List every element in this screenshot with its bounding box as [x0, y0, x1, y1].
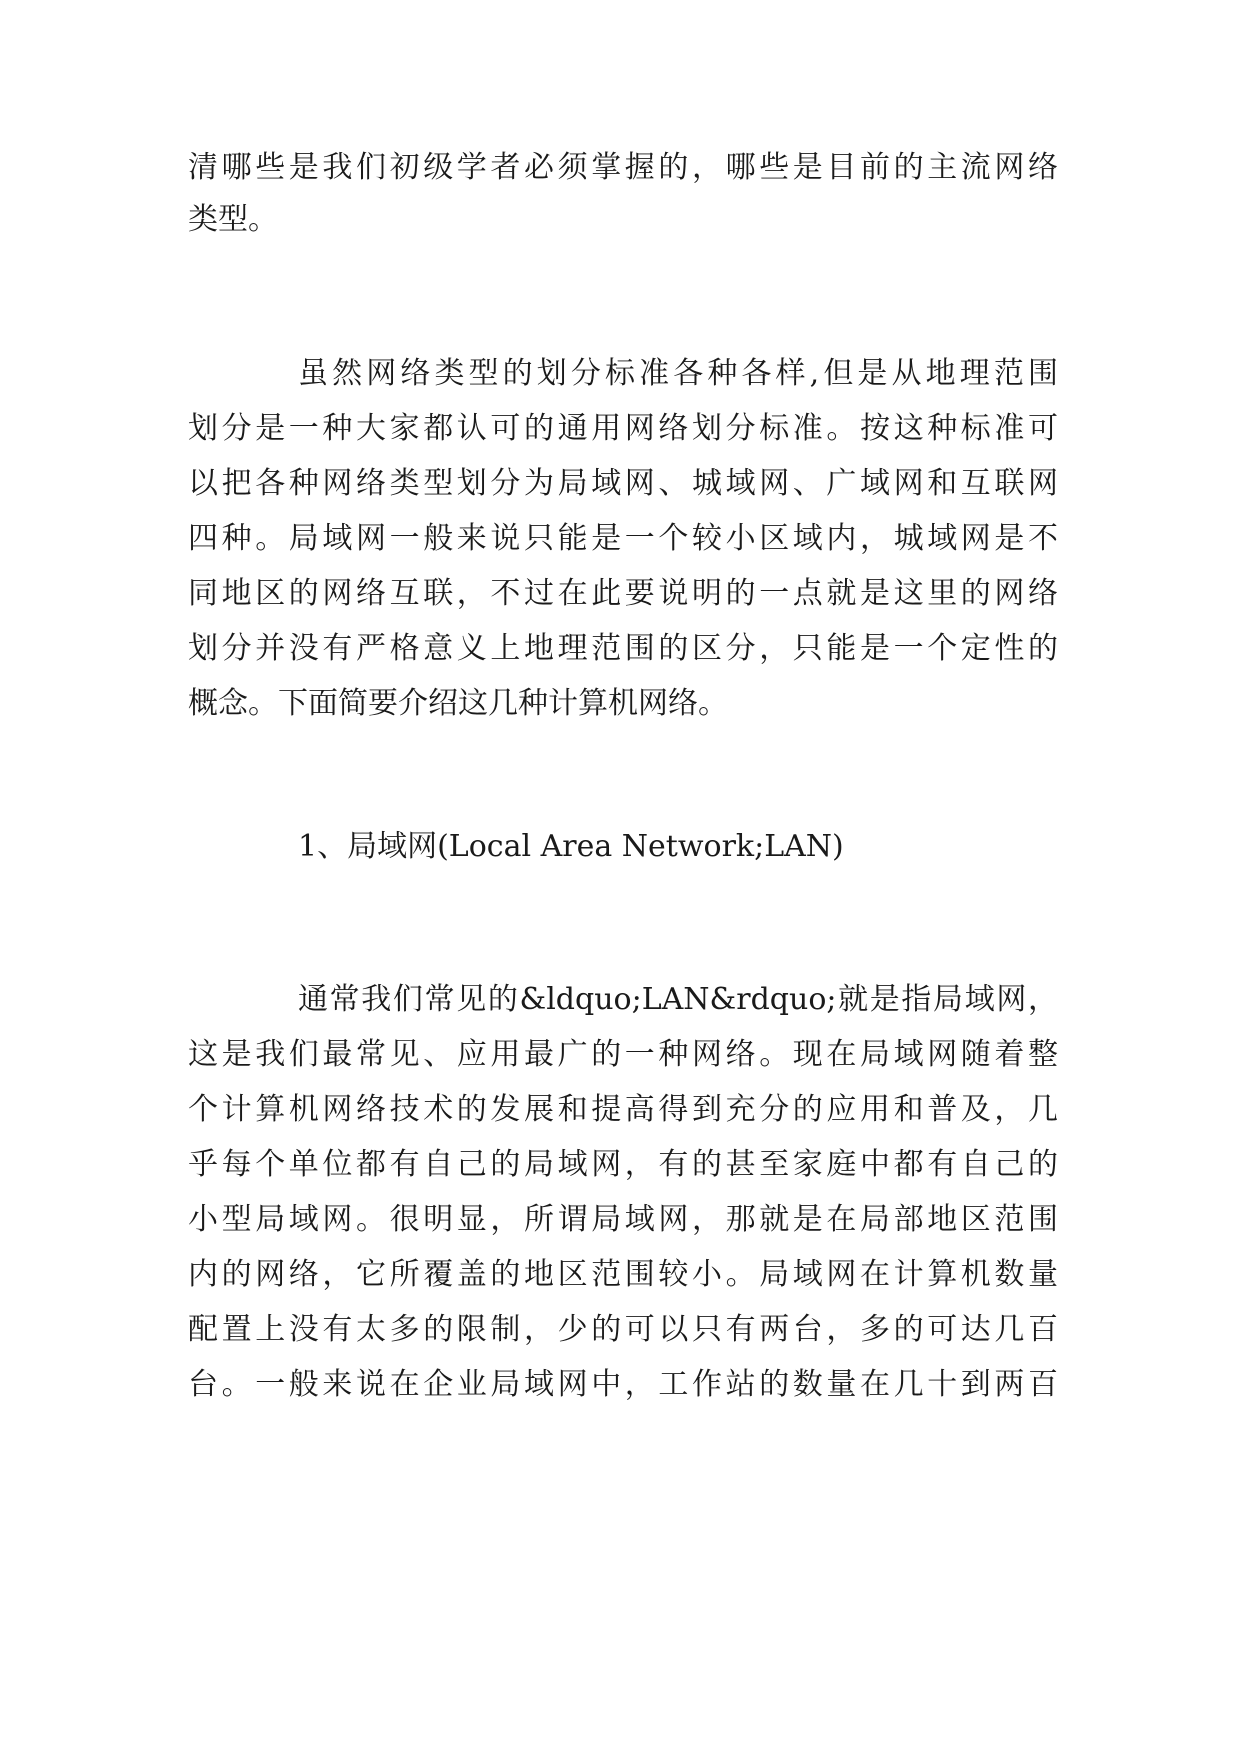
paragraph-3-line-7: 配置上没有太多的限制，少的可以只有两台，多的可达几百 — [188, 1312, 1058, 1347]
paragraph-2-line-7: 概念。下面简要介绍这几种计算机网络。 — [188, 686, 728, 721]
paragraph-1-line-1: 清哪些是我们初级学者必须掌握的，哪些是目前的主流网络 — [188, 150, 1058, 185]
paragraph-2-line-1: 虽然网络类型的划分标准各种各样,但是从地理范围 — [298, 356, 1058, 391]
paragraph-3-line-5: 小型局域网。很明显，所谓局域网，那就是在局部地区范围 — [188, 1202, 1058, 1237]
paragraph-3-line-3: 个计算机网络技术的发展和提高得到充分的应用和普及，几 — [188, 1092, 1058, 1127]
paragraph-3-line-4: 乎每个单位都有自己的局域网，有的甚至家庭中都有自己的 — [188, 1147, 1058, 1182]
paragraph-3-line-8: 台。一般来说在企业局域网中，工作站的数量在几十到两百 — [188, 1367, 1058, 1402]
paragraph-2-line-5: 同地区的网络互联，不过在此要说明的一点就是这里的网络 — [188, 576, 1058, 611]
paragraph-3-line-2: 这是我们最常见、应用最广的一种网络。现在局域网随着整 — [188, 1037, 1058, 1072]
paragraph-3-line-1: 通常我们常见的&ldquo;LAN&rdquo;就是指局域网， — [298, 982, 1058, 1017]
paragraph-2-line-4: 四种。局域网一般来说只能是一个较小区域内，城域网是不 — [188, 521, 1058, 556]
paragraph-2-line-6: 划分并没有严格意义上地理范围的区分，只能是一个定性的 — [188, 631, 1058, 666]
paragraph-2-line-3: 以把各种网络类型划分为局域网、城域网、广域网和互联网 — [188, 466, 1058, 501]
paragraph-2-line-2: 划分是一种大家都认可的通用网络划分标准。按这种标准可 — [188, 411, 1058, 446]
paragraph-1-line-2: 类型。 — [188, 202, 278, 237]
section-heading-lan: 1、局域网(Local Area Network;LAN) — [298, 829, 844, 864]
paragraph-3-line-6: 内的网络，它所覆盖的地区范围较小。局域网在计算机数量 — [188, 1257, 1058, 1292]
